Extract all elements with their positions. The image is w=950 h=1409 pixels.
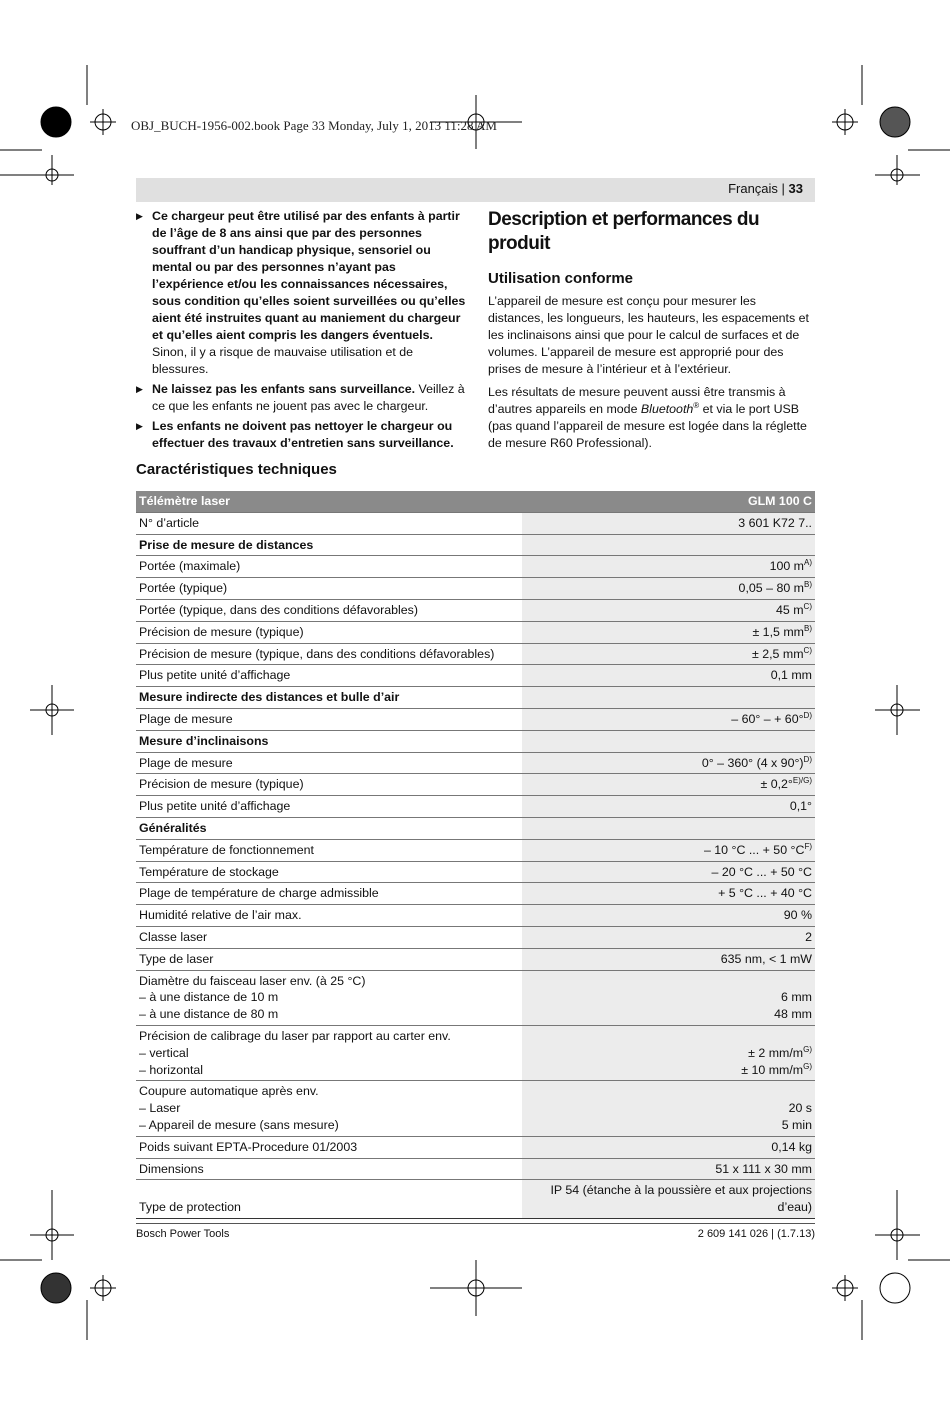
table-row xyxy=(136,861,815,883)
section-row xyxy=(136,687,815,709)
row-label: Plus petite unité d’affichage xyxy=(136,665,522,687)
row-label: Température de fonctionnement xyxy=(136,839,522,861)
footer-brand: Bosch Power Tools xyxy=(136,1228,230,1240)
row-value: 0,05 – 80 $m^{B)}$ xyxy=(522,578,815,600)
row-value: – 10 °C ... + 50 $^\circ C^{F)}$ xyxy=(522,839,815,861)
text: Les résultats de mesure peuvent aussi être transmis à d’autres appareils en mode xyxy=(488,385,786,416)
row-value: 2 xyxy=(522,926,815,948)
section-title: Description et performances du produit xyxy=(488,209,760,254)
text: et via le port USB (pas quand l’appareil de mesure est logée dans la réglette de mesure R60 Professional). xyxy=(488,402,807,450)
header-language: Français xyxy=(728,181,778,196)
footer-doc-number: 2 609 141 026 | (1.7.13) xyxy=(697,1228,815,1240)
section-label: Prise de mesure de distances xyxy=(136,534,522,556)
row-label: Portée (typique) xyxy=(136,578,522,600)
section-label: Mesure d’inclinaisons xyxy=(136,730,522,752)
specs-table xyxy=(136,491,815,1219)
header-value: GLM 100 C xyxy=(522,491,815,512)
section-row xyxy=(136,534,815,556)
table-row xyxy=(136,1136,815,1158)
bullet-text: Veillez à ce que les enfants ne jouent pas avec le chargeur. xyxy=(152,382,465,413)
paragraph: L’appareil de mesure est conçu pour mesurer les distances, les longueurs, les hauteurs, les espacements et les inclinaisons ainsi que pour le calcul de surfaces et de volumes. L’appareil de mesure est approprié pour des prises de mesure à l’intérieur et à l’extérieur. xyxy=(488,294,809,376)
table-row xyxy=(136,708,815,730)
safety-bullet-2 xyxy=(136,381,466,415)
brand-name: Bluetooth xyxy=(640,402,694,416)
safety-warnings xyxy=(136,208,466,455)
row-value: ± 2 $mm/m^{G)}$ ± 10 $mm/m^{G)}$ xyxy=(522,1025,815,1080)
row-value: 6 mm 48 mm xyxy=(522,970,815,1025)
table-row xyxy=(136,1025,815,1080)
specs-title: Caractéristiques techniques xyxy=(136,461,337,478)
row-value: 90 % xyxy=(522,905,815,927)
row-value: 100 $m^{A)}$ xyxy=(522,556,815,578)
table-row xyxy=(136,948,815,970)
row-value: 0° – 360° (4 x 90°)$^{D)}$ xyxy=(522,752,815,774)
row-value: ± 0,2°$^{E)/G)}$ xyxy=(522,774,815,796)
table-row xyxy=(136,1081,815,1136)
row-label: Température de stockage xyxy=(136,861,522,883)
row-value: 635 nm, < 1 mW xyxy=(522,948,815,970)
product-description xyxy=(488,208,815,458)
row-value: 3 601 K72 7.. xyxy=(522,512,815,534)
row-value: ± 1,5 $mm^{B)}$ xyxy=(522,621,815,643)
table-row xyxy=(136,796,815,818)
table-row xyxy=(136,512,815,534)
row-label: Poids suivant EPTA-Procedure 01/2003 xyxy=(136,1136,522,1158)
row-label: Précision de mesure (typique) xyxy=(136,621,522,643)
safety-bullet-1 xyxy=(136,208,466,378)
bullet-bold: Les enfants ne doivent pas nettoyer le chargeur ou effectuer des travaux d’entretien sans surveillance. xyxy=(152,419,454,450)
section-subtitle: Utilisation conforme xyxy=(488,270,634,287)
header-band xyxy=(136,178,815,202)
table-row xyxy=(136,926,815,948)
table-row xyxy=(136,774,815,796)
table-header-row xyxy=(136,491,815,512)
section-row xyxy=(136,730,815,752)
row-label: Dimensions xyxy=(136,1158,522,1180)
header-label: Télémètre laser xyxy=(136,491,522,512)
bullet-text: Sinon, il y a risque de mauvaise utilisation et de blessures. xyxy=(152,345,414,376)
bullet-bold: Ne laissez pas les enfants sans surveillance. xyxy=(152,382,416,396)
row-label: Coupure automatique après env. – Laser – Appareil de mesure (sans mesure) xyxy=(136,1081,522,1136)
section-row xyxy=(136,817,815,839)
print-slug: OBJ_BUCH-1956-002.book Page 33 Monday, July 1, 2013 11:28 AM xyxy=(131,118,497,133)
row-value: 45 $m^{C)}$ xyxy=(522,599,815,621)
row-value: 0,1° xyxy=(522,796,815,818)
row-label: Humidité relative de l’air max. xyxy=(136,905,522,927)
table-row xyxy=(136,599,815,621)
table-row xyxy=(136,1180,815,1219)
table-row xyxy=(136,621,815,643)
row-value: 51 x 111 x 30 mm xyxy=(522,1158,815,1180)
row-label: Portée (typique, dans des conditions défavorables) xyxy=(136,599,522,621)
row-value: 20 s 5 min xyxy=(522,1081,815,1136)
footer-divider xyxy=(136,1223,815,1224)
row-label: Plus petite unité d’affichage xyxy=(136,796,522,818)
section-label: Généralités xyxy=(136,817,522,839)
running-header: Français | 33 xyxy=(728,181,803,196)
row-label: N° d’article xyxy=(136,512,522,534)
safety-bullet-3 xyxy=(136,418,466,452)
row-label: Plage de mesure xyxy=(136,708,522,730)
table-row xyxy=(136,752,815,774)
row-label: Classe laser xyxy=(136,926,522,948)
row-value: ± 2,5 $mm^{C)}$ xyxy=(522,643,815,665)
table-row xyxy=(136,905,815,927)
table-row xyxy=(136,883,815,905)
row-label: Précision de mesure (typique) xyxy=(136,774,522,796)
table-row xyxy=(136,578,815,600)
table-row xyxy=(136,1158,815,1180)
page-number: 33 xyxy=(788,181,803,196)
bullet-bold: Ce chargeur peut être utilisé par des enfants à partir de l’âge de 8 ans ainsi que par des personnes souffrant d’un handicap physique, sensoriel ou mental ou par des personnes n’ayant pas l’expérience et/ou les connaissances nécessaires, sous condition qu’elles soient surveillées ou qu’elles aient été instruites quant au maniement du chargeur et qu’elles aient compris les dangers éventuels. xyxy=(152,209,466,342)
row-value: – 20 °C ... + 50 °C xyxy=(522,861,815,883)
table-row xyxy=(136,556,815,578)
row-value: IP 54 (étanche à la poussière et aux projections d’eau) xyxy=(522,1180,815,1219)
row-value: 0,1 mm xyxy=(522,665,815,687)
registered-mark: ® xyxy=(693,400,700,410)
table-row xyxy=(136,970,815,1025)
row-label: Précision de mesure (typique, dans des conditions défavorables) xyxy=(136,643,522,665)
row-label: Précision de calibrage du laser par rapport au carter env. – vertical – horizontal xyxy=(136,1025,522,1080)
row-value: – 60° – + 60°$^{D)}$ xyxy=(522,708,815,730)
row-label: Type de laser xyxy=(136,948,522,970)
section-label: Mesure indirecte des distances et bulle d’air xyxy=(136,687,522,709)
paragraph xyxy=(488,384,815,452)
row-label: Type de protection xyxy=(136,1180,522,1219)
row-value: + 5 °C ... + 40 °C xyxy=(522,883,815,905)
row-label: Plage de mesure xyxy=(136,752,522,774)
table-row xyxy=(136,839,815,861)
row-label: Diamètre du faisceau laser env. (à 25 °C) – à une distance de 10 m – à une distance de 80 m xyxy=(136,970,522,1025)
row-value: 0,14 kg xyxy=(522,1136,815,1158)
table-row xyxy=(136,665,815,687)
row-label: Portée (maximale) xyxy=(136,556,522,578)
table-row xyxy=(136,643,815,665)
row-label: Plage de température de charge admissible xyxy=(136,883,522,905)
